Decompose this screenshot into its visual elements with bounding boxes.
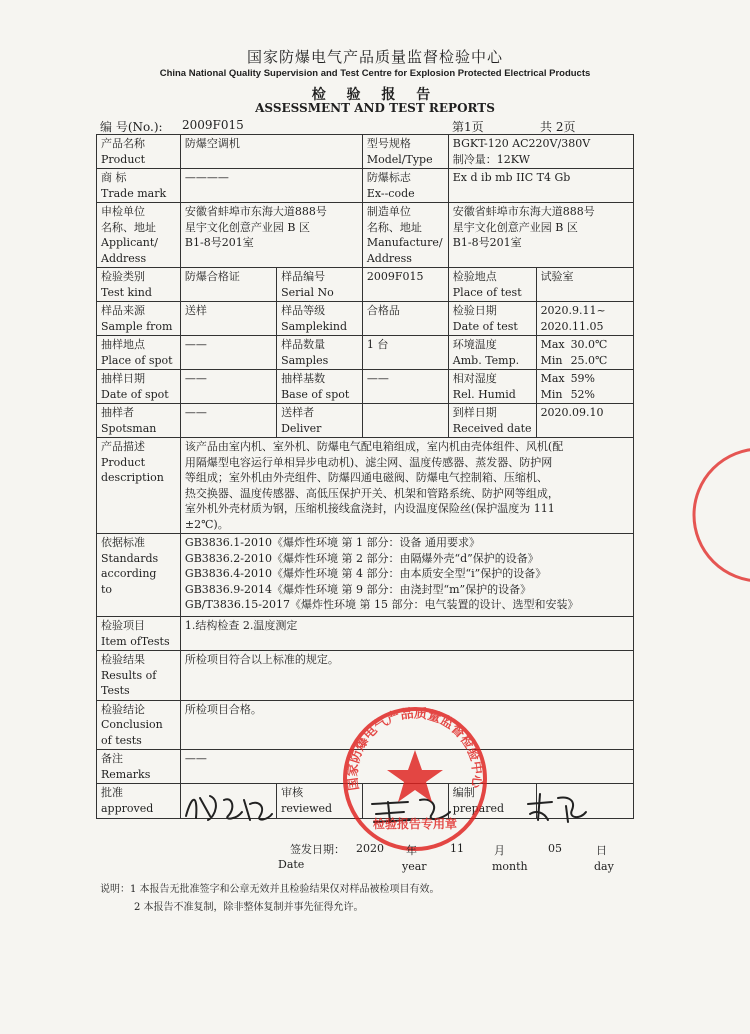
- row-applicant: [97, 203, 634, 268]
- manufacturer-label: 制造单位 名称、地址 Manufacture/ Address: [362, 203, 448, 268]
- applicant-label: 申检单位 名称、地址 Applicant/ Address: [97, 203, 181, 268]
- standards-label: 依据标准 Standards according to: [97, 534, 181, 617]
- place-test-value: 试验室: [536, 268, 633, 302]
- svg-text:国家防爆电气产品质量监督检验中心: 国家防爆电气产品质量监督检验中心: [345, 706, 485, 792]
- row-approval: [97, 784, 634, 819]
- svg-text:检验报告专用章: 检验报告专用章: [372, 817, 458, 831]
- approved-label: 批准 approved: [97, 784, 181, 819]
- issue-date-month-en: month: [492, 860, 528, 873]
- page-total: 共 2页: [540, 120, 576, 134]
- results-label: 检验结果 Results of Tests: [97, 651, 181, 701]
- issue-date-year: 2020: [356, 842, 384, 855]
- row-spotsman: [97, 404, 634, 438]
- date-test-label: 检验日期 Date of test: [448, 302, 536, 336]
- issue-date-day-en: day: [594, 860, 614, 873]
- excode-label: 防爆标志 Ex--code: [362, 169, 448, 203]
- sample-kind-value: 合格品: [362, 302, 448, 336]
- description-value: 该产品由室内机、室外机、防爆电气配电箱组成，室内机由壳体组件、风机(配 用隔爆型电容运行单相异步电动机)、滤尘网、温度传感器、蒸发器、防护网 等组成；室外机由外壳组件、防爆四通电磁阀、防爆电气控制箱、压缩机、 热交换器、温度传感器、高低压保护开关、机架和管路系统、防护网等组成， 室外机外壳材质为钢，压缩机接线盒浇封，内设温度保险丝(保护温度为 111 ±2℃)。: [180, 438, 633, 534]
- test-kind-label: 检验类别 Test kind: [97, 268, 181, 302]
- prepared-label: 编制 prepared: [448, 784, 536, 819]
- report-table: [96, 134, 634, 819]
- trademark-value: ————: [180, 169, 362, 203]
- samples-value: 1 台: [362, 336, 448, 370]
- excode-value: Ex d ib mb IIC T4 Gb: [448, 169, 633, 203]
- issue-date-month-cn: 月: [494, 844, 505, 857]
- issue-date-label-en: Date: [278, 858, 305, 871]
- deliver-value: [362, 404, 448, 438]
- report-number-label: 编 号(No.):: [100, 120, 163, 134]
- received-label: 到样日期 Received date: [448, 404, 536, 438]
- sample-from-value: 送样: [180, 302, 276, 336]
- issue-date-month: 11: [450, 842, 464, 855]
- standards-value: GB3836.1-2010《爆炸性环境 第 1 部分：设备 通用要求》 GB3836.2-2010《爆炸性环境 第 2 部分：由隔爆外壳“d”保护的设备》 GB3836.4-2010《爆炸性环境 第 4 部分：由本质安全型“i”保护的设备》 GB3836.9-2014《爆炸性环境 第 9 部分：由浇封型“m”保护的设备》 GB/T3836.15-2017《爆炸性环境 第 15 部分：电气装置的设计、选型和安装》: [180, 534, 633, 617]
- row-results: [97, 651, 634, 701]
- row-remarks: [97, 750, 634, 784]
- remarks-label: 备注 Remarks: [97, 750, 181, 784]
- model-label: 型号规格 Model/Type: [362, 135, 448, 169]
- spotsman-label: 抽样者 Spotsman: [97, 404, 181, 438]
- description-label: 产品描述 Product description: [97, 438, 181, 534]
- date-spot-value: ——: [180, 370, 276, 404]
- row-date-spot: [97, 370, 634, 404]
- applicant-value: 安徽省蚌埠市东海大道888号 星宇文化创意产业园 B 区 B1-8号201室: [180, 203, 362, 268]
- date-test-value: 2020.9.11~ 2020.11.05: [536, 302, 633, 336]
- reviewed-signature-cell: [362, 784, 448, 819]
- date-spot-label: 抽样日期 Date of spot: [97, 370, 181, 404]
- note-line-2: 2 本报告不准复制，除非整体复制并事先征得允许。: [134, 902, 364, 913]
- page-current: 第1页: [452, 120, 484, 134]
- amb-temp-label: 环境温度 Amb. Temp.: [448, 336, 536, 370]
- issue-date-year-en: year: [402, 860, 427, 873]
- issue-date-day: 05: [548, 842, 562, 855]
- item-tests-value: 1.结构检查 2.温度测定: [180, 617, 633, 651]
- partial-seal-icon: [690, 430, 750, 600]
- rel-humid-label: 相对湿度 Rel. Humid: [448, 370, 536, 404]
- product-label: 产品名称 Product: [97, 135, 181, 169]
- prepared-signature-cell: [536, 784, 633, 819]
- row-standards: [97, 534, 634, 617]
- deliver-label: 送样者 Deliver: [277, 404, 363, 438]
- sample-kind-label: 样品等级 Samplekind: [277, 302, 363, 336]
- item-tests-label: 检验项目 Item ofTests: [97, 617, 181, 651]
- spotsman-value: ——: [180, 404, 276, 438]
- samples-label: 样品数量 Samples: [277, 336, 363, 370]
- row-conclusion: [97, 700, 634, 750]
- product-value: 防爆空调机: [180, 135, 362, 169]
- row-test-kind: [97, 268, 634, 302]
- trademark-label: 商 标 Trade mark: [97, 169, 181, 203]
- base-spot-value: ——: [362, 370, 448, 404]
- report-number-value: 2009F015: [182, 118, 244, 132]
- manufacturer-value: 安徽省蚌埠市东海大道888号 星宇文化创意产业园 B 区 B1-8号201室: [448, 203, 633, 268]
- row-place-spot: [97, 336, 634, 370]
- amb-temp-value: Max 30.0℃ Min 25.0℃: [536, 336, 633, 370]
- place-test-label: 检验地点 Place of test: [448, 268, 536, 302]
- results-value: 所检项目符合以上标准的规定。: [180, 651, 633, 701]
- remarks-value: ——: [180, 750, 633, 784]
- serial-value: 2009F015: [362, 268, 448, 302]
- org-title-en: China National Quality Supervision and Test Centre for Explosion Protected Electrical Products: [159, 68, 591, 79]
- issue-date-label-cn: 签发日期：: [290, 843, 345, 856]
- conclusion-label: 检验结论 Conclusion of tests: [97, 700, 181, 750]
- received-value: 2020.09.10: [536, 404, 633, 438]
- model-value: BGKT-120 AC220V/380V 制冷量：12KW: [448, 135, 633, 169]
- rel-humid-value: Max 59% Min 52%: [536, 370, 633, 404]
- sample-from-label: 样品来源 Sample from: [97, 302, 181, 336]
- place-spot-value: ——: [180, 336, 276, 370]
- row-product: [97, 135, 634, 169]
- approved-signature-cell: [180, 784, 276, 819]
- note-line-1: 说明：1 本报告无批准签字和公章无效并且检验结果仅对样品被检项目有效。: [100, 884, 440, 895]
- test-kind-value: 防爆合格证: [180, 268, 276, 302]
- conclusion-value: 所检项目合格。: [180, 700, 633, 750]
- row-description: [97, 438, 634, 534]
- base-spot-label: 抽样基数 Base of spot: [277, 370, 363, 404]
- issue-date-year-cn: 年: [406, 844, 417, 857]
- reviewed-label: 审核 reviewed: [277, 784, 363, 819]
- place-spot-label: 抽样地点 Place of spot: [97, 336, 181, 370]
- serial-label: 样品编号 Serial No: [277, 268, 363, 302]
- row-trademark: [97, 169, 634, 203]
- row-sample-from: [97, 302, 634, 336]
- report-title-en: ASSESSMENT AND TEST REPORTS: [255, 101, 495, 115]
- issue-date-day-cn: 日: [596, 844, 607, 857]
- report-title-cn: 检 验 报 告: [311, 87, 439, 103]
- row-item-tests: [97, 617, 634, 651]
- org-title-cn: 国家防爆电气产品质量监督检验中心: [246, 48, 503, 66]
